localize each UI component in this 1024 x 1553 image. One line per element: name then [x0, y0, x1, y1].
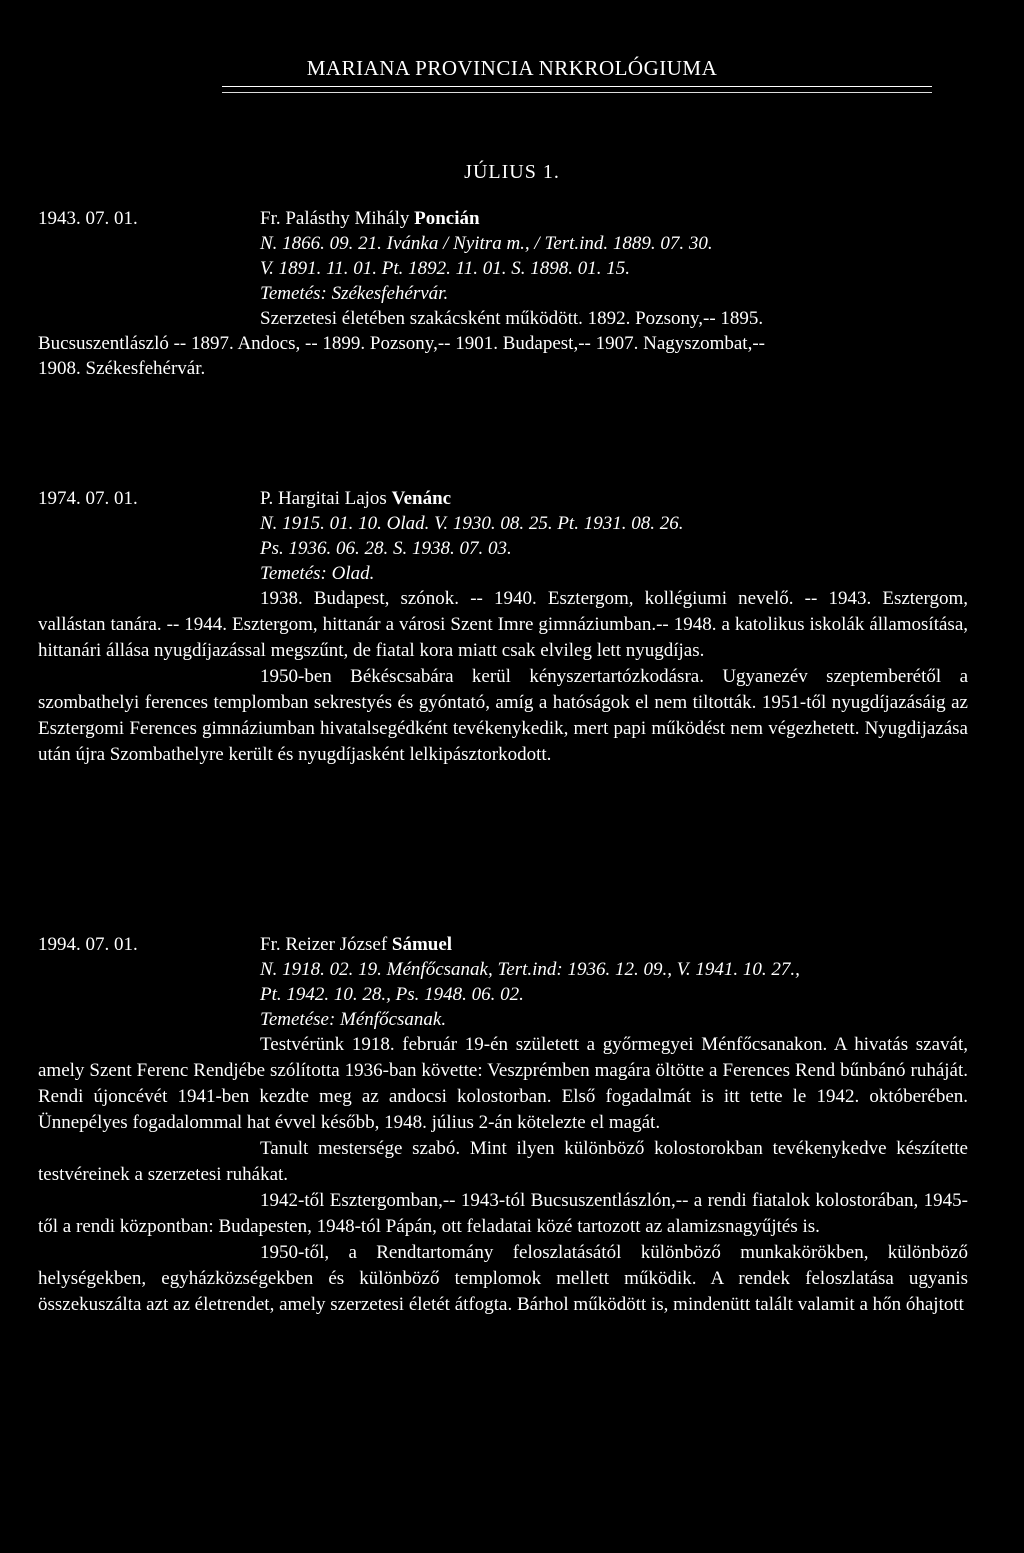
entry-paragraph: Testvérünk 1918. február 19-én született a győrmegyei Ménfőcsanakon. A hivatás szavát, amely Szent Ferenc Rendjébe szólította 1936-ban követte: Veszprémben magára öltötte a Ferences Rend bűnbánó ruháját. Rendi újoncévét 1941-ben kezdte meg az andocsi kolostorban. Első fogadalmát is itt tette le 1942. októberében. Ünnepélyes fogadalommal hat évvel később, 1948. július 2-án kötelezte el magát. — [38, 1034, 968, 1133]
religious-name: Venánc — [391, 488, 452, 509]
entry-name: Fr. Reizer József Sámuel — [260, 934, 453, 955]
entry-text — [38, 586, 968, 768]
entry-paragraph: Tanult mestersége szabó. Mint ilyen különböző kolostorokban tevékenykedve készítette testvéreinek a szerzetesi ruhákat. — [38, 1138, 968, 1185]
entry-data-line: Pt. 1942. 10. 28., Ps. 1948. 06. 02. — [260, 984, 524, 1005]
header-rule-bottom — [222, 92, 932, 93]
entry-text-line: 1908. Székesfehérvár. — [38, 358, 206, 379]
entry-name: Fr. Palásthy Mihály Poncián — [260, 208, 480, 229]
entry-data-line: V. 1891. 11. 01. Pt. 1892. 11. 01. S. 1898. 01. 15. — [260, 258, 630, 279]
entry-paragraph: 1950-ben Békéscsabára kerül kényszertartózkodásra. Ugyanezév szeptemberétől a szombathelyi ferences templomban sekrestyés és gyóntató, amíg a hatóságok el nem tiltották. 1951-től nyugdíjazásáig az Esztergomi Ferences gimnáziumban hivatalsegédként tevékenykedik, mert papi működést nem végezhetett. Nyugdijazása után újra Szombathelyre került és nyugdíjasként lelkipásztorkodott. — [38, 666, 968, 765]
religious-name: Sámuel — [391, 934, 453, 955]
obituary-entry — [38, 932, 968, 1552]
entry-header — [260, 486, 960, 586]
page-header: MARIANA PROVINCIA NRKROLÓGIUMA — [306, 56, 718, 80]
entry-paragraph: 1942-től Esztergomban,-- 1943-tól Bucsuszentlászlón,-- a rendi fiatalok kolostorában, 1945-től a rendi központban: Budapesten, 1948-tól Pápán, ott feladatai közé tartozott az alamizsnagyűjtés is. — [38, 1190, 968, 1237]
entry-burial: Temetés: Székesfehérvár. — [260, 283, 449, 304]
entry-date: 1943. 07. 01. — [38, 208, 138, 229]
entry-data-line: N. 1915. 01. 10. Olad. V. 1930. 08. 25. Pt. 1931. 08. 26. — [260, 513, 684, 534]
entry-header — [260, 932, 960, 1032]
entry-paragraph: 1950-től, a Rendtartomány feloszlatásától különböző munkakörökben, különböző helységekben, egyházközségekben és különböző templomok mellett működik. A rendek feloszlatása ugyanis összekuszálta azt az életrendet, amely szerzetesi életét átfogta. Bárhol működött is, mindenütt talált valamit a hőn óhajtott — [38, 1242, 968, 1315]
entry-burial: Temetése: Ménfőcsanak. — [260, 1009, 447, 1030]
obituary-entry — [38, 206, 968, 446]
entry-header — [260, 206, 960, 331]
entry-text-line: Szerzetesi életében szakácsként működött. 1892. Pozsony,-- 1895. — [260, 308, 764, 329]
day-heading: JÚLIUS 1. — [464, 161, 560, 183]
header-rule-top — [222, 86, 932, 87]
entry-name: P. Hargitai Lajos Venánc — [260, 488, 452, 509]
entry-date: 1974. 07. 01. — [38, 488, 138, 509]
entry-data-line: N. 1866. 09. 21. Ivánka / Nyitra m., / Tert.ind. 1889. 07. 30. — [260, 233, 713, 254]
entry-text — [38, 331, 968, 381]
religious-name: Poncián — [414, 208, 480, 229]
entry-text — [38, 1032, 968, 1318]
entry-data-line: N. 1918. 02. 19. Ménfőcsanak, Tert.ind: 1936. 12. 09., V. 1941. 10. 27., — [260, 959, 800, 980]
entry-text-line: Bucsuszentlászló -- 1897. Andocs, -- 1899. Pozsony,-- 1901. Budapest,-- 1907. Nagyszombat,-- — [38, 333, 765, 354]
entry-paragraph: 1938. Budapest, szónok. -- 1940. Esztergom, kollégiumi nevelő. -- 1943. Esztergom, vallástan tanára. -- 1944. Esztergom, hittanár a városi Szent Imre gimnáziumban.-- 1948. a katolikus iskolák államosítása, hittanári állása nyugdíjazással megszűnt, de fiatal kora miatt csak elvileg lett nyugdíjas. — [38, 588, 968, 661]
entry-data-line: Ps. 1936. 06. 28. S. 1938. 07. 03. — [260, 538, 512, 559]
entry-date: 1994. 07. 01. — [38, 934, 138, 955]
obituary-entry — [38, 486, 968, 866]
entry-burial: Temetés: Olad. — [260, 563, 375, 584]
